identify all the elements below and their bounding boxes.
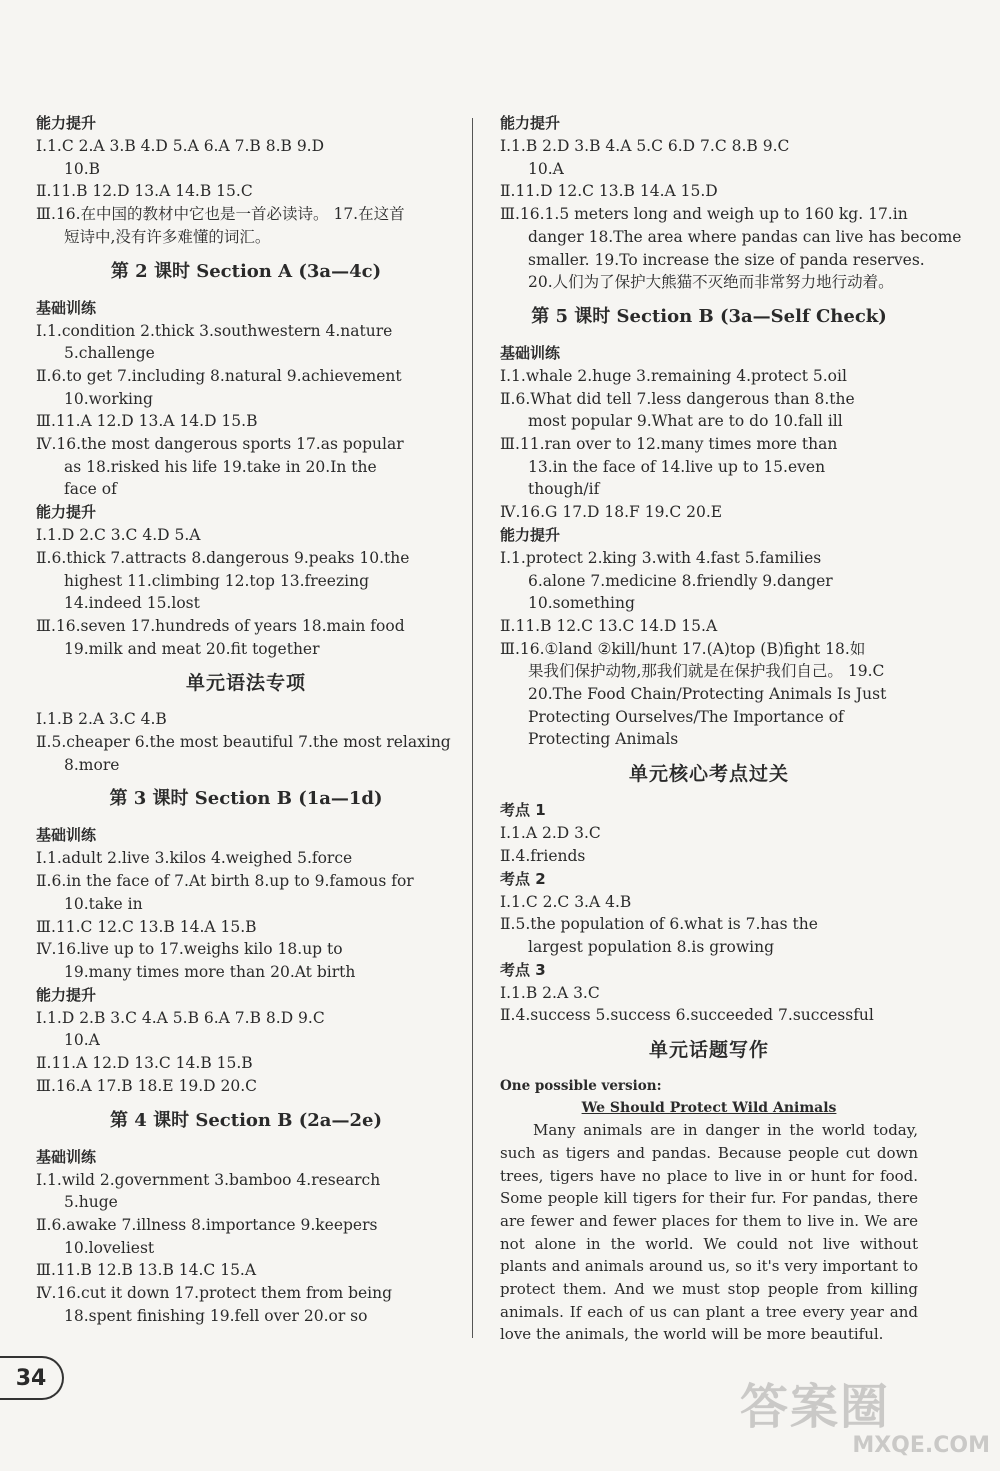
answer-line: Ⅳ.16.cut it down 17.protect them from being xyxy=(36,1284,393,1303)
lesson-title: 第 3 课时 Section B (1a—1d) xyxy=(109,788,383,810)
section-heading: 考点 2 xyxy=(500,869,546,888)
lesson-title: 第 5 课时 Section B (3a—Self Check) xyxy=(531,305,887,327)
answer-line-continued: danger 18.The area where pandas can live has become xyxy=(528,227,962,246)
essay-title: We Should Protect Wild Animals xyxy=(581,1100,837,1117)
answer-line-continued: 20.人们为了保护大熊猫不灭绝而非常努力地行动着。 xyxy=(528,273,894,292)
section-heading: 能力提升 xyxy=(36,114,97,132)
answer-line: Ⅰ.1.condition 2.thick 3.southwestern 4.nature xyxy=(36,321,393,340)
answer-line: Ⅱ.6.in the face of 7.At birth 8.up to 9.famous for xyxy=(36,872,414,891)
answer-line-continued: 19.many times more than 20.At birth xyxy=(64,962,356,981)
section-heading: 基础训练 xyxy=(36,826,97,845)
answer-line: Ⅰ.1.B 2.A 3.C xyxy=(500,983,600,1002)
answer-line-continued: 20.The Food Chain/Protecting Animals Is Just xyxy=(528,685,887,704)
page-number: 34 xyxy=(0,1356,64,1400)
answer-line: Ⅱ.6.What did tell 7.less dangerous than 8.the xyxy=(500,389,855,408)
answer-line-continued: 10.B xyxy=(64,159,101,178)
answer-line: Ⅰ.1.D 2.B 3.C 4.A 5.B 6.A 7.B 8.D 9.C xyxy=(36,1008,325,1027)
unit-section-title: 单元语法专项 xyxy=(185,672,306,695)
answer-line: Ⅱ.11.B 12.D 13.A 14.B 15.C xyxy=(36,182,253,201)
watermark xyxy=(740,1368,990,1468)
answer-line: Ⅰ.1.B 2.A 3.C 4.B xyxy=(36,710,167,729)
answer-line: Ⅲ.11.C 12.C 13.B 14.A 15.B xyxy=(36,917,257,936)
watermark-logo: 答案圈 xyxy=(740,1379,891,1435)
answer-line-continued: Protecting Animals xyxy=(528,730,679,749)
answer-line: Ⅰ.1.B 2.D 3.B 4.A 5.C 6.D 7.C 8.B 9.C xyxy=(500,137,790,155)
answer-line: Ⅱ.6.to get 7.including 8.natural 9.achievement xyxy=(36,366,402,385)
answer-line: Ⅱ.5.cheaper 6.the most beautiful 7.the most relaxing xyxy=(36,733,451,752)
answer-line: Ⅲ.11.ran over to 12.many times more than xyxy=(500,435,838,454)
section-heading: 能力提升 xyxy=(36,503,97,522)
answer-line-continued: most popular 9.What are to do 10.fall ill xyxy=(528,412,843,431)
answer-line-continued: 18.spent finishing 19.fell over 20.or so xyxy=(64,1306,368,1325)
answer-line-continued: largest population 8.is growing xyxy=(528,937,775,956)
watermark-url: MXQE.COM xyxy=(852,1433,990,1458)
answer-line-continued: face of xyxy=(64,480,117,499)
answer-line: Ⅰ.1.C 2.A 3.B 4.D 5.A 6.A 7.B 8.B 9.D xyxy=(36,137,325,155)
answer-line: Ⅰ.1.adult 2.live 3.kilos 4.weighed 5.force xyxy=(36,849,353,868)
answer-line: Ⅰ.1.C 2.C 3.A 4.B xyxy=(500,892,632,911)
answer-line-continued: 6.alone 7.medicine 8.friendly 9.danger xyxy=(528,571,833,590)
answer-line: Ⅳ.16.G 17.D 18.F 19.C 20.E xyxy=(500,503,723,522)
answer-line-continued: 8.more xyxy=(64,755,120,774)
answer-line: Ⅱ.11.D 12.C 13.B 14.A 15.D xyxy=(500,182,718,201)
answer-line: Ⅱ.11.A 12.D 13.C 14.B 15.B xyxy=(36,1054,253,1073)
answer-line: Ⅲ.16.在中国的教材中它也是一首必读诗。 17.在这首 xyxy=(36,205,405,224)
answer-line: Ⅲ.16.A 17.B 18.E 19.D 20.C xyxy=(36,1076,258,1095)
answer-line-continued: highest 11.climbing 12.top 13.freezing xyxy=(64,571,370,590)
answer-line-continued: 5.challenge xyxy=(64,344,155,363)
section-heading: 能力提升 xyxy=(36,985,97,1004)
answer-line-continued: 19.milk and meat 20.fit together xyxy=(64,639,320,658)
answer-line-continued: 13.in the face of 14.live up to 15.even xyxy=(528,457,826,476)
sample-label: One possible version: xyxy=(500,1078,662,1095)
answer-line: Ⅰ.1.whale 2.huge 3.remaining 4.protect 5.oil xyxy=(500,366,847,385)
section-heading: 考点 3 xyxy=(500,960,546,979)
answer-line: Ⅱ.4.friends xyxy=(500,846,586,865)
section-heading: 基础训练 xyxy=(500,343,561,362)
answer-line: Ⅳ.16.live up to 17.weighs kilo 18.up to xyxy=(36,940,343,959)
answer-line-continued: 10.take in xyxy=(64,894,143,913)
answer-line: Ⅲ.11.A 12.D 13.A 14.D 15.B xyxy=(36,412,258,431)
lesson-title: 第 2 课时 Section A (3a—4c) xyxy=(110,260,382,282)
column-divider xyxy=(472,118,473,1338)
right-column xyxy=(500,112,962,1346)
answer-line-continued: 10.something xyxy=(528,594,635,613)
essay-body: Many animals are in danger in the world today, such as tigers and pandas. Because people cut down trees, tigers have no place to live in or hunt for food. Some people kill tigers for their fur. For pandas, there are fewer and fewer places for them to live in. We are not alone in the world. We could not live without plants and animals around us, so it's very important to protect them. And we must stop people from killing animals. If each of us can plant a tree every year and love the animals, the world will be more beautiful. xyxy=(500,1121,918,1344)
answer-line-continued: 14.indeed 15.lost xyxy=(64,594,200,613)
section-heading: 考点 1 xyxy=(500,801,546,820)
answer-line-continued: 果我们保护动物,那我们就是在保护我们自己。 19.C xyxy=(528,662,885,681)
answer-line-continued: 10.loveliest xyxy=(64,1238,155,1257)
answer-line-continued: 10.working xyxy=(64,389,153,408)
answer-line: Ⅱ.6.awake 7.illness 8.importance 9.keepers xyxy=(36,1215,378,1234)
answer-line-continued: 10.A xyxy=(64,1031,100,1050)
answer-line: Ⅰ.1.wild 2.government 3.bamboo 4.research xyxy=(36,1170,381,1189)
answer-line: Ⅱ.6.thick 7.attracts 8.dangerous 9.peaks 10.the xyxy=(36,548,410,567)
answer-line: Ⅲ.11.B 12.B 13.B 14.C 15.A xyxy=(36,1261,257,1280)
answer-line: Ⅱ.11.B 12.C 13.C 14.D 15.A xyxy=(500,616,718,635)
lesson-title: 第 4 课时 Section B (2a—2e) xyxy=(110,1109,382,1131)
answer-line: Ⅱ.5.the population of 6.what is 7.has the xyxy=(500,915,818,934)
answer-line-continued: though/if xyxy=(528,480,600,499)
left-column xyxy=(36,112,456,1327)
answer-line-continued: 短诗中,没有许多难懂的词汇。 xyxy=(64,227,271,246)
answer-line-continued: as 18.risked his life 19.take in 20.In the xyxy=(64,457,377,476)
section-heading: 基础训练 xyxy=(36,1147,97,1166)
answer-line: Ⅰ.1.A 2.D 3.C xyxy=(500,824,601,843)
answer-line-continued: Protecting Ourselves/The Importance of xyxy=(528,707,844,726)
answer-line: Ⅲ.16.①land ②kill/hunt 17.(A)top (B)fight 18.如 xyxy=(500,639,866,658)
answer-line-continued: 5.huge xyxy=(64,1193,118,1212)
section-heading: 能力提升 xyxy=(500,114,561,132)
unit-section-title: 单元话题写作 xyxy=(648,1039,769,1062)
unit-section-title: 单元核心考点过关 xyxy=(628,763,789,786)
answer-line: Ⅳ.16.the most dangerous sports 17.as popular xyxy=(36,435,404,454)
answer-line-continued: smaller. 19.To increase the size of panda reserves. xyxy=(528,250,925,269)
answer-line: Ⅰ.1.D 2.C 3.C 4.D 5.A xyxy=(36,526,201,545)
answer-line: Ⅲ.16.1.5 meters long and weigh up to 160 kg. 17.in xyxy=(500,205,908,224)
answer-line: Ⅱ.4.success 5.success 6.succeeded 7.successful xyxy=(500,1006,874,1025)
section-heading: 基础训练 xyxy=(36,298,97,317)
answer-line: Ⅰ.1.protect 2.king 3.with 4.fast 5.families xyxy=(500,548,822,567)
answer-line-continued: 10.A xyxy=(528,159,564,178)
answer-line: Ⅲ.16.seven 17.hundreds of years 18.main food xyxy=(36,616,405,635)
section-heading: 能力提升 xyxy=(500,525,561,544)
